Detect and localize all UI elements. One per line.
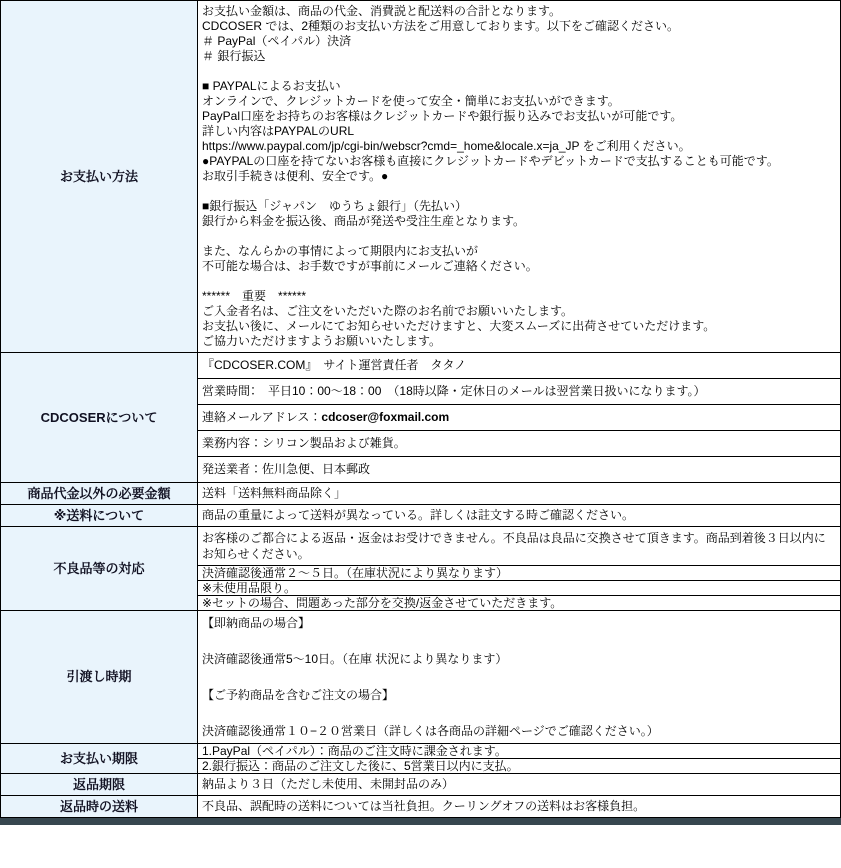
blank-line — [198, 184, 840, 199]
deadline-content — [198, 744, 840, 773]
return-period-label: 返品期限 — [1, 774, 198, 795]
fees-label: 商品代金以外の必要金額 — [1, 483, 198, 504]
return-shipping-content — [198, 796, 840, 817]
section-return-shipping — [1, 796, 840, 818]
section-payment — [1, 1, 840, 353]
text-line: ご入金者名は、ご注文をいただいた際のお名前でお願いいたします。 — [202, 304, 574, 318]
text-line: ■銀行振込「ジャパン ゆうちょ銀行」（先払い） — [202, 199, 468, 213]
business-description-row: 業務内容：シリコン製品および雑貨。 — [198, 430, 840, 456]
deadline-paypal: 1.PayPal（ペイパル）：商品のご注文時に課金されます。 — [202, 744, 507, 758]
blank-line — [198, 64, 840, 79]
paypal-url-text: https://www.paypal.com/jp/cgi-bin/webscr?cmd=_home&locale.x=ja_JP をご利用ください。 — [202, 139, 691, 153]
delivery-label: 引渡し時期 — [1, 611, 198, 743]
section-deadline — [1, 744, 840, 774]
defective-label: 不良品等の対応 — [1, 527, 198, 610]
return-period-text: 納品より３日（ただし未使用、未開封品のみ） — [202, 777, 455, 791]
text-line: ■ PAYPALによるお支払い — [202, 79, 341, 93]
text-line: 詳しい内容はPAYPALのURL — [202, 124, 355, 138]
contact-email-row — [198, 404, 840, 430]
section-defective — [1, 527, 840, 611]
business-hours-row: 営業時間： 平日10：00〜18：00 （18時以降・定休日のメールは翌営業日扱いになります。） — [198, 378, 840, 404]
blank-line — [198, 229, 840, 244]
defective-unused-only: ※未使用品限り。 — [198, 580, 840, 595]
shipping-label: ※送料について — [1, 505, 198, 526]
bottom-strip — [0, 818, 841, 825]
text-line: ●PAYPALの口座を持てないお客様も直接にクレジットカードやデビットカードで支払することも可能です。 — [202, 154, 779, 168]
text-line: ****** 重要 ****** — [202, 289, 307, 303]
text-line: ＃ 銀行振込 — [202, 49, 266, 63]
text-line: 【即納商品の場合】 — [202, 616, 311, 630]
text-line: お取引手続きは便利、安全です。● — [202, 169, 389, 183]
fees-content — [198, 483, 840, 504]
text-line: ご協力いただけますようお願いいたします。 — [202, 334, 442, 348]
shipping-content — [198, 505, 840, 526]
text-line: お支払い金額は、商品の代金、消費説と配送料の合計となります。 — [202, 4, 562, 18]
deadline-label: お支払い期限 — [1, 744, 198, 773]
text-line: 【ご予約商品を含むご注文の場合】 — [202, 688, 395, 702]
defective-exchange-time: 決済確認後通常２〜５日。（在庫状況により異なります） — [198, 565, 840, 580]
fees-text: 送料「送料無料商品除く」 — [202, 486, 347, 500]
return-period-content — [198, 774, 840, 795]
section-shipping — [1, 505, 840, 527]
text-line: PayPal口座をお持ちのお客様はクレジットカードや銀行振り込みでお支払いが可能です。 — [202, 109, 683, 123]
contact-email-prefix: 連絡メールアドレス： — [202, 410, 322, 424]
payment-label: お支払い方法 — [1, 1, 198, 352]
text-line: お支払い後に、メールにてお知らせいただけますと、大変スムーズに出荷させていただけます。 — [202, 319, 716, 333]
text-line: オンラインで、クレジットカードを使って安全・簡単にお支払いができます。 — [202, 94, 620, 108]
blank-line — [198, 632, 840, 650]
section-fees — [1, 483, 840, 505]
text-line: CDCOSER では、2種類のお支払い方法をご用意しております。以下をご確認ください。 — [202, 19, 680, 33]
text-line: 決済確認後通常5〜10日。（在庫 状況により異なります） — [202, 652, 508, 666]
site-operator-row: 『CDCOSER.COM』 サイト運営責任者 タタノ — [202, 358, 467, 372]
blank-line — [198, 704, 840, 722]
defective-set-policy: ※セットの場合、問題あった部分を交換/返金させていただきます。 — [198, 595, 840, 610]
defective-content — [198, 527, 840, 610]
shipping-carrier-row: 発送業者：佐川急便、日本郵政 — [198, 456, 840, 482]
section-about — [1, 353, 840, 483]
text-line: 不可能な場合は、お手数ですが事前にメールご連絡ください。 — [202, 259, 538, 273]
return-shipping-label: 返品時の送料 — [1, 796, 198, 817]
about-label: CDCOSERについて — [1, 353, 198, 482]
blank-line — [198, 668, 840, 686]
text-line: また、なんらかの事情によって期限内にお支払いが — [202, 244, 479, 258]
text-line: 決済確認後通常１０−２０営業日（詳しくは各商品の詳細ページでご確認ください。） — [202, 724, 659, 738]
section-return-period — [1, 774, 840, 796]
deadline-bank: 2.銀行振込：商品のご注文した後に、5営業日以内に支払。 — [198, 758, 840, 773]
payment-content — [198, 1, 840, 352]
section-delivery — [1, 611, 840, 744]
return-shipping-text: 不良品、誤配時の送料については当社負担。クーリングオフの送料はお客様負担。 — [202, 799, 646, 813]
shipping-text: 商品の重量によって送料が異なっている。詳しくは註文する時ご確認ください。 — [202, 508, 635, 522]
delivery-content — [198, 611, 840, 743]
text-line: 銀行から料金を振込後、商品が発送や受注生産となります。 — [202, 214, 526, 228]
about-content — [198, 353, 840, 482]
defective-policy-text: お客様のご都合による返品・返金はお受けできません。不良品は良品に交換させて頂きます。商品到着後３日以内にお知らせください。 — [202, 531, 826, 561]
blank-line — [198, 274, 840, 289]
contact-email-address: cdcoser@foxmail.com — [321, 410, 450, 424]
text-line: ＃ PayPal（ペイパル）決済 — [202, 34, 352, 48]
